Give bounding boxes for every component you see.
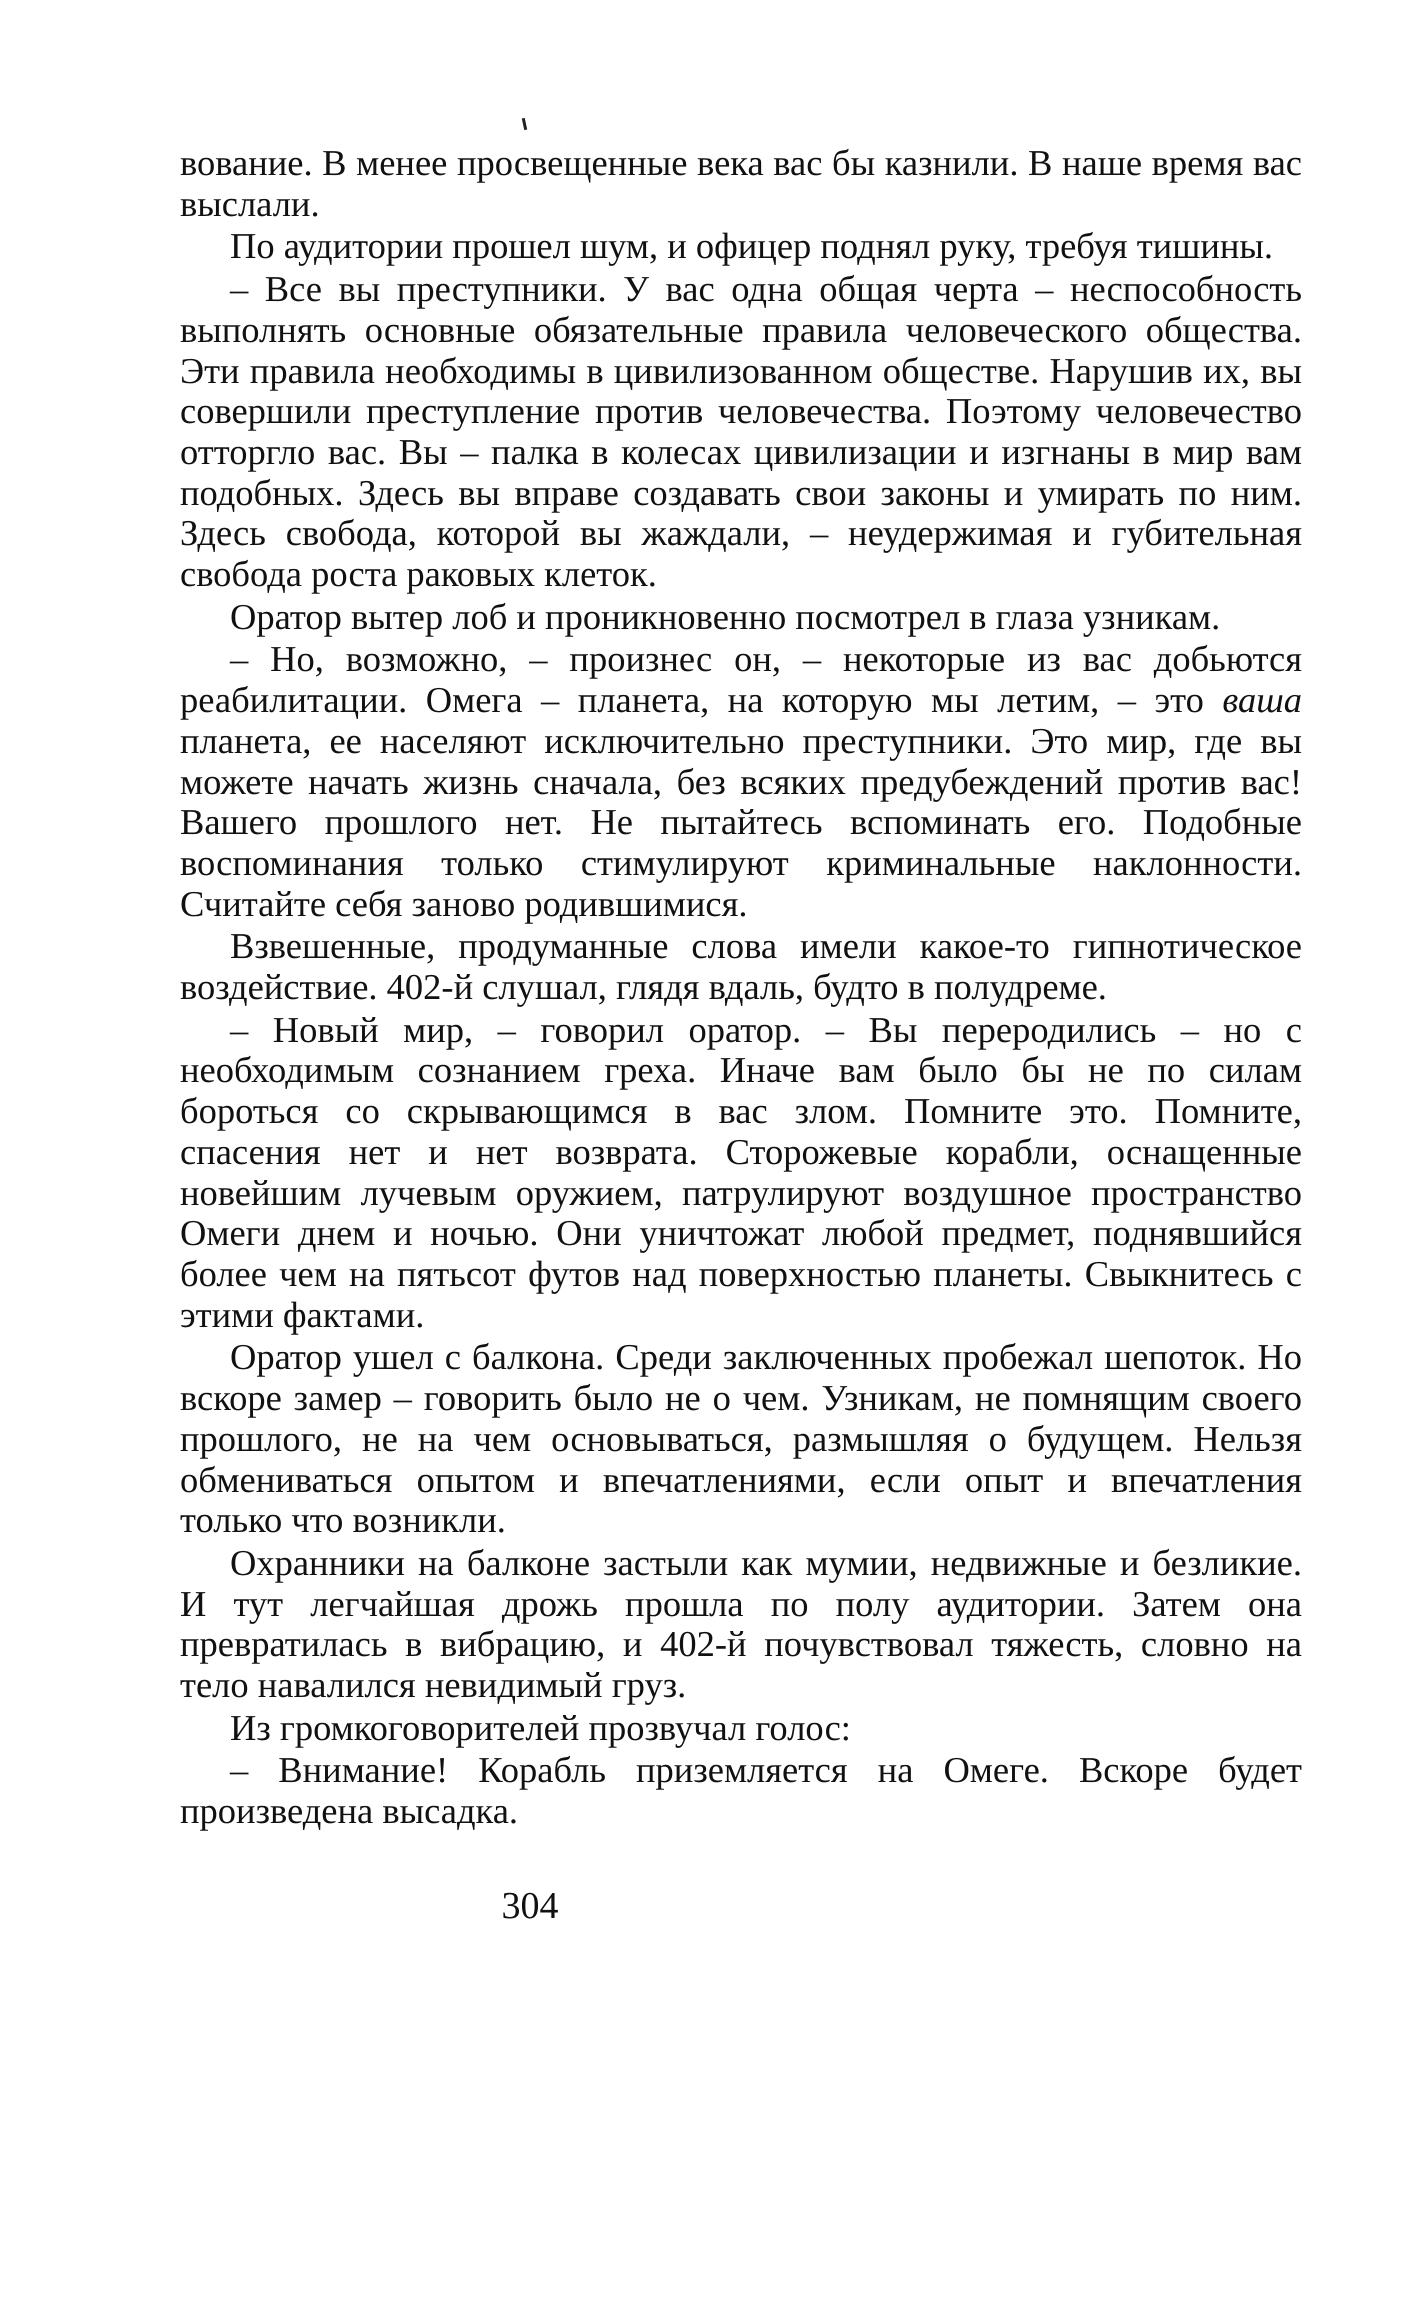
paragraph: – Новый мир, – говорил оратор. – Вы переродились – но с необходимым сознанием греха. Иначе вам было бы не по силам бороться со скрывающимся в вас злом. Помните это. Помните, спасения нет и нет возврата. Сторожевые корабли, оснащенные новейшим лучевым оружием, патрулируют воздушное пространство Омеги днем и ночью. Они уничтожат любой предмет, поднявшийся более чем на пятьсот футов над поверхностью планеты. Свыкнитесь с этими фактами. — [180, 1008, 1302, 1335]
italic-word: ваша — [1222, 679, 1302, 721]
page-text — [180, 143, 1302, 1834]
paragraph: Оратор вытер лоб и проникновенно посмотрел в глаза узникам. — [230, 595, 1221, 637]
paragraph: – Внимание! Корабль приземляется на Омеге. Вскоре будет произведена высадка. — [180, 1749, 1302, 1832]
paragraph: вование. В менее просвещенные века вас бы казнили. В наше время вас выслали. — [180, 142, 1302, 224]
paragraph: Оратор ушел с балкона. Среди заключенных пробежал шепоток. Но вскоре замер – говорить было не о чем. Узникам, не помнящим своего прошлого, не на чем основываться, размышляя о будущем. Нельзя обмениваться опытом и впечатлениями, если опыт и впечатления только что возникли. — [180, 1336, 1302, 1541]
paragraph: Охранники на балконе застыли как мумии, недвижные и безликие. И тут легчайшая дрожь прошла по полу аудитории. Затем она превратилась в вибрацию, и 402-й почувствовал тяжесть, словно на тело навалился невидимый груз. — [180, 1541, 1302, 1706]
paragraph: – Все вы преступники. У вас одна общая черта – неспособность выполнять основные обязательные правила человеческого общества. Эти правила необходимы в цивилизованном обществе. Нарушив их, вы совершили преступление против человечества. Поэтому человечество отторгло вас. Вы – палка в колесах цивилизации и изгнаны в мир вам подобных. Здесь вы вправе создавать свои законы и умирать по ним. Здесь свобода, которой вы жаждали, – неудержимая и губительная свобода роста раковых клеток. — [180, 268, 1302, 595]
paragraph: Из громкоговорителей прозвучал голос: — [230, 1706, 851, 1748]
paragraph — [180, 639, 1302, 924]
paragraph-text-after: планета, ее населяют исключительно преступники. Это мир, где вы можете начать жизнь сначала, без всяких предубеждений против вас! Вашего прошлого нет. Не пытайтесь вспоминать его. Подобные воспоминания только стимулируют криминальные наклонности. Считайте себя заново родившимися. — [180, 719, 1302, 924]
page-number: 304 — [501, 1885, 559, 1927]
scan-mark — [522, 118, 527, 130]
paragraph-text-before: – Но, возможно, – произнес он, – некоторые из вас добьются реабилитации. Омега – планета, на которую мы летим, – это — [180, 638, 1302, 721]
paragraph: Взвешенные, продуманные слова имели какое-то гипнотическое воздействие. 402-й слушал, глядя вдаль, будто в полудреме. — [180, 925, 1302, 1008]
paragraph: По аудитории прошел шум, и офицер поднял руку, требуя тишины. — [230, 225, 1274, 267]
